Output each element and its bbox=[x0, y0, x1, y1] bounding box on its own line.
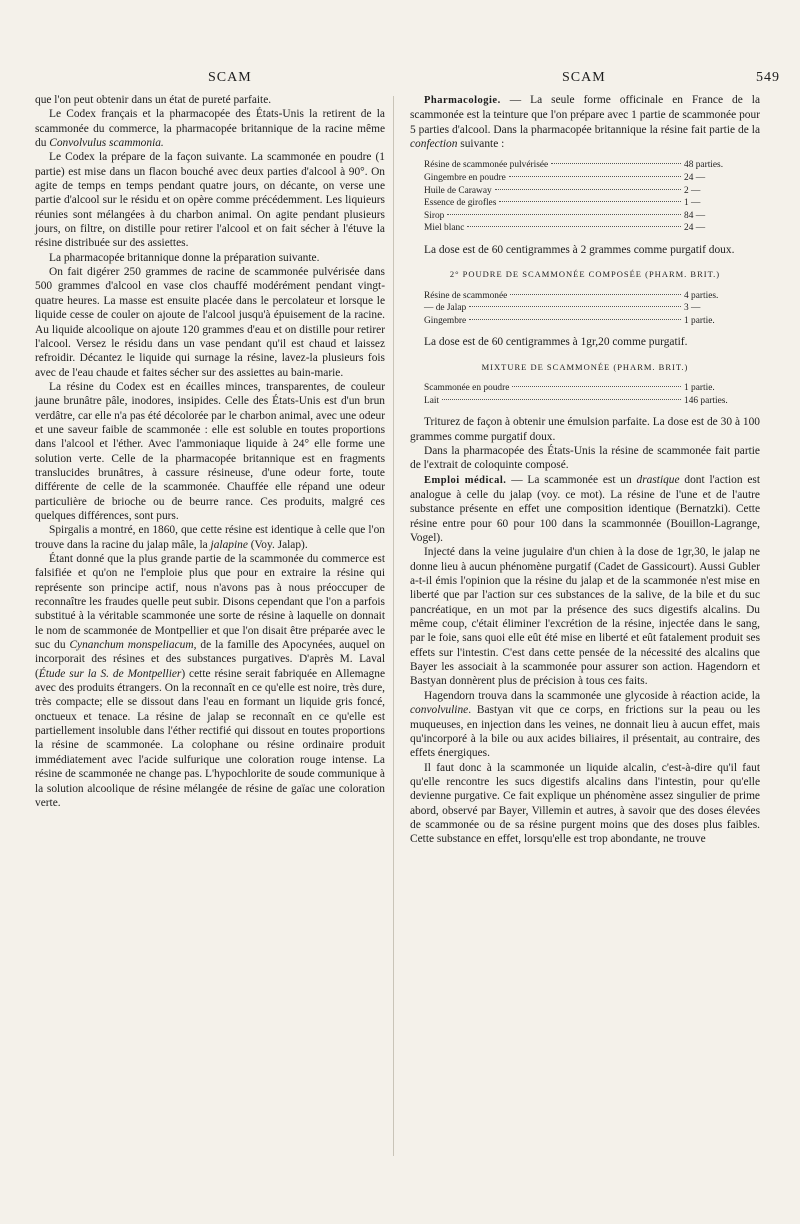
recipe-mixture bbox=[424, 382, 746, 407]
recipe-row: — de Jalap 3 — bbox=[424, 303, 701, 314]
paragraph: Spirgalis a montré, en 1860, que cette résine est identique à celle que l'on trouve dans la racine du jalap mâle, la jalapine (Voy. Jalap). bbox=[35, 524, 385, 551]
paragraph-pharmacologie: Pharmacologie. — La seule forme officinale en France de la scammonée est la teinture que l'on prépare avec 1 partie de scammonée pour 5 parties d'alcool. Dans la pharmacopée britannique la résine fait partie de la confection suivante : bbox=[410, 94, 760, 151]
paragraph-emploi: Emploi médical. — La scammonée est un drastique dont l'action est analogue à celle du jalap (voy. ce mot). La résine de l'une et de l'autre substance présente en effet une composition identique (Bernatzki). Cette résine entre pour 60 pour 100 dans la scammonnée (Bouillon-Lagrange, Vogel). bbox=[410, 473, 760, 545]
recipe-row: Lait 146 parties. bbox=[424, 395, 728, 406]
column-divider bbox=[393, 96, 394, 1156]
paragraph: Le Codex français et la pharmacopée des États-Unis la retirent de la scammonée du commerce, la pharmacopée britannique de la racine même du Convolvulus scammonia. bbox=[35, 108, 385, 150]
recipe-row: Gingembre en poudre 24 — bbox=[424, 172, 706, 183]
recipe-poudre bbox=[424, 290, 746, 328]
section-subheading: 2° POUDRE DE SCAMMONÉE COMPOSÉE (PHARM. BRIT.) bbox=[449, 269, 721, 280]
paragraph: que l'on peut obtenir dans un état de pureté parfaite. bbox=[35, 94, 272, 106]
recipe-confection bbox=[424, 159, 746, 235]
paragraph: On fait digérer 250 grammes de racine de scammonée pulvérisée dans 500 grammes d'alcool en vase clos chauffé modérément pendant vingt-quatre heures. La masse est ensuite placée dans le percolateur et lorsque le liquide cesse de couler on ajoute de l'alcool jusqu'à épuisement de la racine. Au liquide alcoolique on ajoute 120 grammes d'eau et on distille pour retirer l'alcool. Versez le résidu dans un vase pendant qu'il est chaud et laissez refroidir. Décantez le liquide qui surnage la résine, lavez-la plusieurs fois avec de l'eau chaude et faites sécher sur des assiettes au bain-marie. bbox=[35, 266, 385, 379]
paragraph: Triturez de façon à obtenir une émulsion parfaite. La dose est de 30 à 100 grammes comme purgatif doux. bbox=[410, 416, 760, 443]
recipe-row: Gingembre 1 partie. bbox=[424, 315, 715, 326]
page-number: 549 bbox=[756, 70, 780, 85]
paragraph: Le Codex la prépare de la façon suivante. La scammonée en poudre (1 partie) est mise dans un flacon bouché avec deux parties d'alcool à 90°. On agite de temps en temps pendant quatre jours, on décante, on verse une partie d'alcool sur le résidu et on opère comme précédemment. Les liquieurs réunies sont mélangées à du charbon animal. On agite pendant plusieurs jours, on filtre, on distille pour retirer l'alcool et on fait sécher à l'étuve la résine distribuée sur des assiettes. bbox=[35, 151, 385, 250]
paragraph: Dans la pharmacopée des États-Unis la résine de scammonée fait partie de l'extrait de coloquinte composé. bbox=[410, 444, 760, 472]
recipe-row: Essence de girofles 1 — bbox=[424, 198, 701, 209]
paragraph: Étant donné que la plus grande partie de la scammonée du commerce est falsifiée et qu'on ne l'emploie plus que pour en extraire la résine qui représente son principe actif, nous n'avons pas à nous préoccuper de reconnaître les fraudes quelle peut subir. Disons cependant que l'on a parfois substitué à la véritable scammonée une sorte de résine à laquelle on donnait le nom de scammonée de Montpellier et que l'on disait être préparée avec le suc du Cynanchum monspeliacum, de la famille des Apocynées, auquel on incorporait des résines et des substances purgatives. D'après M. Laval (Étude sur la S. de Montpellier) cette résine serait fabriquée en Allemagne avec des produits étrangers. On la reconnaît en ce qu'elle est noire, très dure, très compacte; elle se dissout dans l'eau en formant un liquide gris foncé, onctueux et tenace. La résine de jalap se reconnaît en ce qu'elle est partiellement insoluble dans l'éther rectifié qui dissout en toutes proportions la résine de scammonée. La colophane ou résine ordinaire produit immédiatement avec l'acide sulfurique une coloration rouge intense. La résine de scammonée ne change pas. L'hypochlorite de soude communique à la solution alcoolique de résine mélangée de résine de gaïac une coloration verte. bbox=[35, 553, 385, 809]
right-column bbox=[410, 93, 760, 847]
recipe-row: Huile de Caraway 2 — bbox=[424, 185, 701, 196]
running-head-left: SCAM bbox=[208, 70, 252, 85]
recipe-row: Résine de scammonée pulvérisée 48 parties. bbox=[424, 160, 724, 171]
paragraph-dose: La dose est de 60 centigrammes à 1gr,20 comme purgatif. bbox=[424, 336, 688, 349]
paragraph: La résine du Codex est en écailles minces, transparentes, de couleur jaune brunâtre pâle, inodores, insipides. Celle des États-Unis est d'un brun verdâtre, car elle n'a pas été décolorée par le charbon animal, avec une odeur et une saveur faible de scammonée : elle est soluble en toutes proportions dans l'alcool et l'éther. Avec l'ammoniaque liquide à 24° elle forme une solution verte. Celle de la pharmacopée britannique est en fragments translucides brunâtres, à cassure résineuse, d'une odeur forte, toute différente de celle de la scammonée. Chauffée elle répand une odeur particulière de brioche ou de beurre rance. Ces produits, malgré ces quelques différences, sont purs. bbox=[35, 380, 385, 522]
paragraph: Hagendorn trouva dans la scammonée une glycoside à réaction acide, la convolvuline. Bastyan vit que ce corps, en frictions sur la peau ou les muqueuses, en injection dans les veines, ne donnait lieu à aucun effet, mais qu'incorporé à la bile ou aux acides biliaires, il présentait, au contraire, des effets énergiques. bbox=[410, 689, 760, 760]
paragraph-dose: La dose est de 60 centigrammes à 2 grammes comme purgatif doux. bbox=[424, 243, 735, 256]
paragraph: Il faut donc à la scammonée un liquide alcalin, c'est-à-dire qu'il faut qu'elle rencontre les sucs digestifs alcalins dans l'intestin, pour qu'elle devienne purgative. Ce fait explique un phénomène assez singulier de prime abord, observé par Bayer, Villemin et autres, à savoir que des doses élevées de scammonée ou de sa résine purgent moins que des doses plus faibles. Cette substance en effet, lorsqu'elle est trop abondante, ne trouve bbox=[410, 761, 760, 846]
recipe-row: Scammonée en poudre 1 partie. bbox=[424, 383, 715, 394]
left-column bbox=[35, 93, 385, 810]
running-head-right: SCAM bbox=[562, 70, 606, 85]
recipe-row: Miel blanc 24 — bbox=[424, 223, 706, 234]
recipe-row: Résine de scammonée 4 parties. bbox=[424, 290, 719, 301]
paragraph: Injecté dans la veine jugulaire d'un chien à la dose de 1gr,30, le jalap ne donne lieu à aucun phénomène purgatif (Cadet de Gassicourt). Aussi Gubler a-t-il émis l'opinion que la résine du jalap et de la scammonée n'est mise en liberté que par l'action sur ces substances de la salive, de la bile et du suc pancréatique, en un mot par la présence des sucs digestifs alcalins. Du même coup, c'était éliminer l'excrétion de la résine, injectée dans le sang, par le foie, sans quoi elle eût été mise en liberté et eût fatalement produit ses effets sur l'intestin. C'est dans cette pensée de la nécessité des alcalins que Bayer les associait à la scammonée pour assurer son action. Hagendorn et Bastyan donnèrent plus de précision à tous ces faits. bbox=[410, 546, 760, 688]
section-subheading: MIXTURE DE SCAMMONÉE (PHARM. BRIT.) bbox=[481, 361, 689, 372]
paragraph: La pharmacopée britannique donne la préparation suivante. bbox=[49, 251, 320, 264]
recipe-row: Sirop 84 — bbox=[424, 210, 706, 221]
